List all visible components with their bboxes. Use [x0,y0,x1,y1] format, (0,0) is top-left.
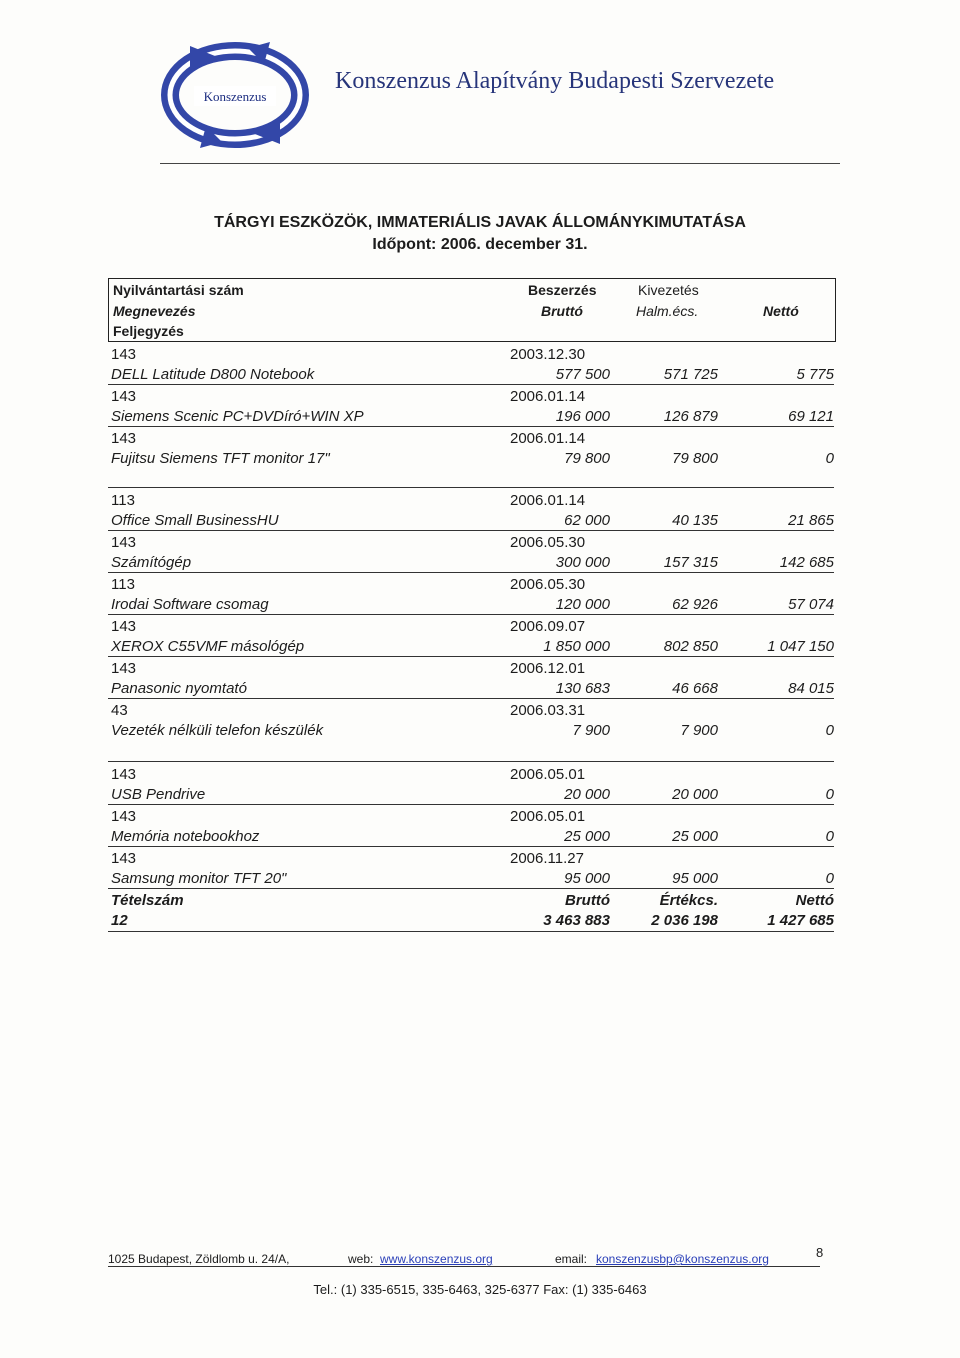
row-gross: 25 000 [564,828,610,845]
row-name: Samsung monitor TFT 20" [111,870,287,887]
page-number: 8 [816,1245,824,1260]
row-depr: 40 135 [672,512,718,529]
row-gross: 120 000 [555,596,610,613]
table-row [108,846,834,889]
organization-name: Konszenzus Alapítvány Budapesti Szervezete [335,68,775,94]
row-code: 113 [111,492,135,509]
row-date: 2006.01.14 [510,388,586,405]
row-date: 2006.03.31 [510,702,586,719]
totals-net: 1 427 685 [767,912,834,929]
row-depr: 157 315 [663,554,718,571]
totals-net-label: Nettó [795,892,834,909]
row-net: 69 121 [788,408,834,425]
totals-depr: 2 036 198 [651,912,718,929]
footer-phones: Tel.: (1) 335-6515, 335-6463, 325-6377 Fax: (1) 335-6463 [313,1282,647,1297]
row-code: 143 [111,430,137,447]
row-date: 2006.05.30 [510,576,586,593]
col-purchase: Beszerzés [528,282,597,298]
col-accum-depr: Halm.écs. [636,303,699,319]
row-date: 2006.01.14 [510,492,586,509]
konszenzus-logo [160,40,310,150]
row-net: 0 [825,828,834,845]
row-gross: 300 000 [555,554,610,571]
footer-web[interactable] [380,1252,493,1266]
row-depr: 62 926 [672,596,718,613]
totals-count-label: Tételszám [111,892,184,909]
row-code: 143 [111,346,137,363]
row-net: 1 047 150 [767,638,834,655]
document-date: Időpont: 2006. december 31. [372,236,588,253]
row-net: 142 685 [779,554,834,571]
row-code: 143 [111,660,137,677]
row-depr: 20 000 [672,786,718,803]
table-row [108,342,834,385]
row-name: Számítógép [111,554,192,571]
table-row [108,530,834,573]
col-name: Megnevezés [113,303,196,319]
row-depr: 7 900 [680,722,718,739]
col-note: Feljegyzés [113,323,184,339]
table-row [108,426,834,468]
row-gross: 130 683 [555,680,610,697]
footer-address: 1025 Budapest, Zöldlomb u. 24/A, [108,1252,290,1266]
table-row [108,384,834,427]
row-code: 113 [111,576,135,593]
totals-gross-label: Bruttó [565,892,610,909]
email-link[interactable]: konszenzusbp@konszenzus.org [596,1252,769,1266]
row-name: Office Small BusinessHU [111,512,279,529]
row-depr: 126 879 [663,408,718,425]
row-code: 143 [111,808,137,825]
row-name: Vezeték nélküli telefon készülék [111,722,324,739]
row-date: 2003.12.30 [510,346,586,363]
website-link[interactable]: www.konszenzus.org [380,1252,493,1266]
row-date: 2006.11.27 [510,850,584,867]
row-name: Panasonic nyomtató [111,680,247,697]
row-depr: 95 000 [672,870,718,887]
header-divider [160,163,840,164]
row-name: Irodai Software csomag [111,596,269,613]
col-gross: Bruttó [541,303,583,319]
totals-depr-label: Értékcs. [659,892,718,909]
totals-gross: 3 463 883 [543,912,610,929]
row-depr: 79 800 [672,450,718,467]
row-gross: 196 000 [555,408,610,425]
row-net: 0 [825,450,834,467]
row-code: 143 [111,388,137,405]
row-date: 2006.09.07 [510,618,586,635]
table-row [108,488,834,531]
table-row [108,698,834,740]
row-name: Fujitsu Siemens TFT monitor 17" [111,450,330,467]
row-depr: 802 850 [663,638,718,655]
row-net: 0 [825,786,834,803]
row-name: Siemens Scenic PC+DVDíró+WIN XP [111,408,364,425]
col-reg-no: Nyilvántartási szám [113,282,244,298]
totals-count: 12 [111,912,128,929]
row-code: 143 [111,618,137,635]
row-code: 143 [111,850,137,867]
totals-underline [108,931,834,932]
row-net: 5 775 [796,366,834,383]
logo-text: Konszenzus [203,89,267,104]
row-gross: 1 850 000 [543,638,610,655]
table-row [108,762,834,805]
row-name: Memória notebookhoz [111,828,260,845]
row-net: 21 865 [788,512,834,529]
row-name: USB Pendrive [111,786,206,803]
footer-web-label: web: [348,1252,374,1266]
row-code: 43 [111,702,128,719]
footer-email[interactable] [596,1252,769,1266]
row-depr: 571 725 [663,366,718,383]
row-date: 2006.05.01 [510,808,586,825]
table-row [108,804,834,847]
row-net: 0 [825,870,834,887]
row-date: 2006.05.30 [510,534,586,551]
table-row [108,656,834,699]
row-code: 143 [111,766,137,783]
row-gross: 95 000 [564,870,610,887]
row-gross: 20 000 [564,786,610,803]
row-net: 57 074 [788,596,834,613]
row-gross: 62 000 [564,512,610,529]
row-date: 2006.12.01 [510,660,586,677]
footer-email-label: email: [555,1252,588,1266]
col-net: Nettó [763,303,799,319]
row-net: 84 015 [788,680,834,697]
table-row [108,572,834,615]
row-name: XEROX C55VMF másológép [111,638,305,655]
row-net: 0 [825,722,834,739]
row-depr: 46 668 [672,680,718,697]
row-name: DELL Latitude D800 Notebook [111,366,315,383]
row-date: 2006.01.14 [510,430,586,447]
row-gross: 79 800 [564,450,610,467]
row-date: 2006.05.01 [510,766,586,783]
footer-divider [108,1266,820,1267]
document-title: TÁRGYI ESZKÖZÖK, IMMATERIÁLIS JAVAK ÁLLOMÁNYKIMUTATÁSA [214,214,746,231]
row-gross: 7 900 [572,722,610,739]
row-gross: 577 500 [555,366,610,383]
row-depr: 25 000 [672,828,718,845]
col-writeoff: Kivezetés [638,282,699,298]
table-row [108,614,834,657]
row-code: 143 [111,534,137,551]
